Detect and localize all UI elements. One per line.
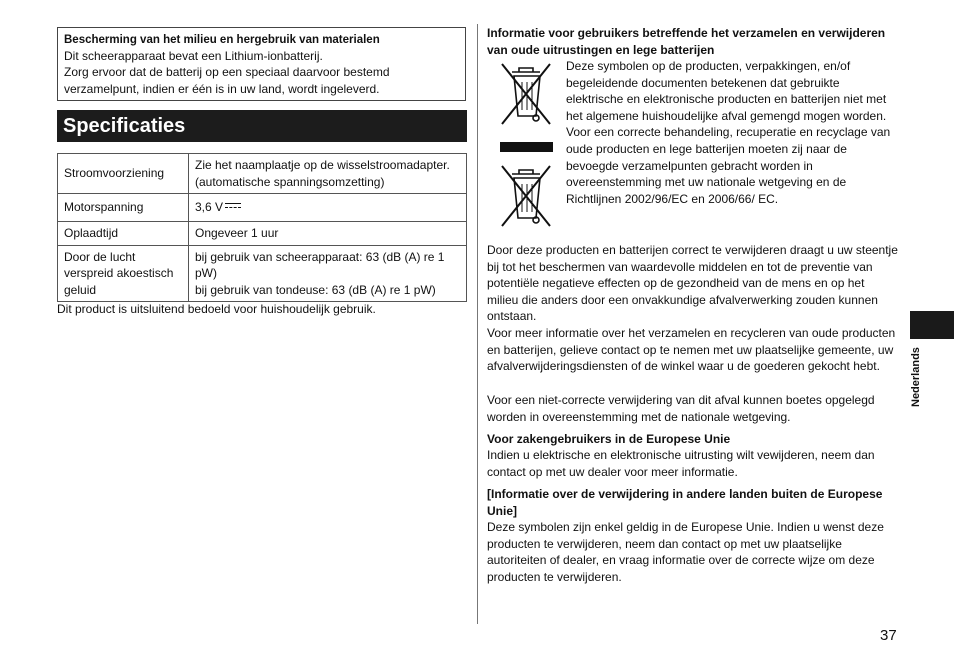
spec-value-line: (automatische spanningsomzetting) — [195, 174, 385, 189]
spec-label: Motorspanning — [58, 194, 189, 222]
environment-notice-line: Zorg ervoor dat de batterij op een speciaal daarvoor bestemd — [64, 65, 390, 80]
table-row — [58, 194, 467, 222]
disposal-paragraph: Voor een niet-correcte verwijdering van dit afval kunnen boetes opgelegd worden in overeenstemming met de nationale wetgeving. — [487, 393, 875, 424]
spec-value-line: 3,6 V — [195, 200, 224, 215]
disposal-heading: Informatie voor gebruikers betreffende het verzamelen en verwijderen van oude uitrustingen en lege batterijen — [487, 26, 886, 57]
spec-value-line: bij gebruik van scheerapparaat: 63 (dB (A) re 1 pW) — [195, 249, 445, 280]
spec-value-line: bij gebruik van tondeuse: 63 (dB (A) re 1 pW) — [195, 282, 436, 297]
spec-label: Stroomvoorziening — [58, 154, 189, 194]
crossed-out-wheelie-bin-battery-icon — [495, 160, 557, 230]
environment-notice-line: verzamelpunt, indien er één is in uw land, wordt ingeleverd. — [64, 81, 380, 96]
spec-value — [189, 194, 467, 222]
table-row — [58, 154, 467, 194]
table-row — [58, 222, 467, 246]
environment-notice-title: Bescherming van het milieu en hergebruik van materialen — [64, 34, 380, 46]
page-number: 37 — [880, 627, 897, 644]
spec-value-line: Zie het naamplaatje op de wisselstroomadapter. — [195, 158, 450, 172]
crossed-out-wheelie-bin-icon — [495, 58, 557, 128]
disposal-paragraph: Door deze producten en batterijen correct te verwijderen draagt u uw steentje bij tot het beschermen van waardevolle middelen en tot de preventie van potentiële negatieve effecten op de gezondheid van de mens en op het milieu die anders door een onvakkundige afvalverwerking zouden kunnen ontstaan. — [487, 243, 898, 324]
environment-notice-box — [57, 27, 466, 101]
disposal-paragraph: Voor meer informatie over het verzamelen en recycleren van oude producten en batterijen, gelieve contact op te nemen met uw plaatselijke gemeente, uw afvalverwijderingsdiensten of de winkel waar u de goederen gekocht hebt. — [487, 326, 896, 374]
separator-bar — [500, 142, 553, 152]
spec-value — [189, 222, 467, 246]
business-users-text: Indien u elektrische en elektronische uitrusting wilt vewijderen, neem dan contact op met uw dealer voor meer informatie. — [487, 448, 875, 479]
dc-symbol-icon — [225, 203, 241, 211]
spec-label: Oplaadtijd — [58, 222, 189, 246]
symbols-explanation: Deze symbolen op de producten, verpakkingen, en/of begeleidende documenten betekenen dat gebruikte elektrische en elektronische producten en batterijen niet met het algemene huishoudelijke afval gemengd mogen worden. Voor een correcte behandeling, recuperatie en recyclage van oude producten en lege batterijen moeten zij naar de bevoegde verzamelpunten gebracht worden in overeenstemming met uw nationale wetgeving en de Richtlijnen 2002/96/EC en 2006/66/ EC. — [566, 59, 891, 206]
business-users-heading: Voor zakengebruikers in de Europese Unie — [487, 432, 731, 446]
outside-eu-heading: [Informatie over de verwijdering in andere landen buiten de Europese Unie] — [487, 487, 883, 518]
spec-value-line: Ongeveer 1 uur — [195, 226, 279, 240]
outside-eu-text: Deze symbolen zijn enkel geldig in de Europese Unie. Indien u wenst deze producten te verwijderen, neem dan contact op met uw plaatselijke autoriteiten of dealer, en vraag informatie over de correcte wijze om deze producten te verwijderen. — [487, 520, 884, 584]
specifications-heading: Specificaties — [57, 110, 467, 142]
spec-value — [189, 245, 467, 302]
table-row — [58, 245, 467, 302]
language-tab-label: Nederlands — [910, 347, 922, 407]
column-divider — [477, 24, 478, 624]
specifications-note: Dit product is uitsluitend bedoeld voor huishoudelijk gebruik. — [57, 302, 376, 316]
specifications-table — [57, 153, 467, 302]
language-tab-marker — [910, 311, 954, 339]
spec-value — [189, 154, 467, 194]
spec-label: Door de lucht verspreid akoestisch geluid — [58, 245, 189, 302]
environment-notice-line: Dit scheerapparaat bevat een Lithium-ionbatterij. — [64, 49, 323, 63]
